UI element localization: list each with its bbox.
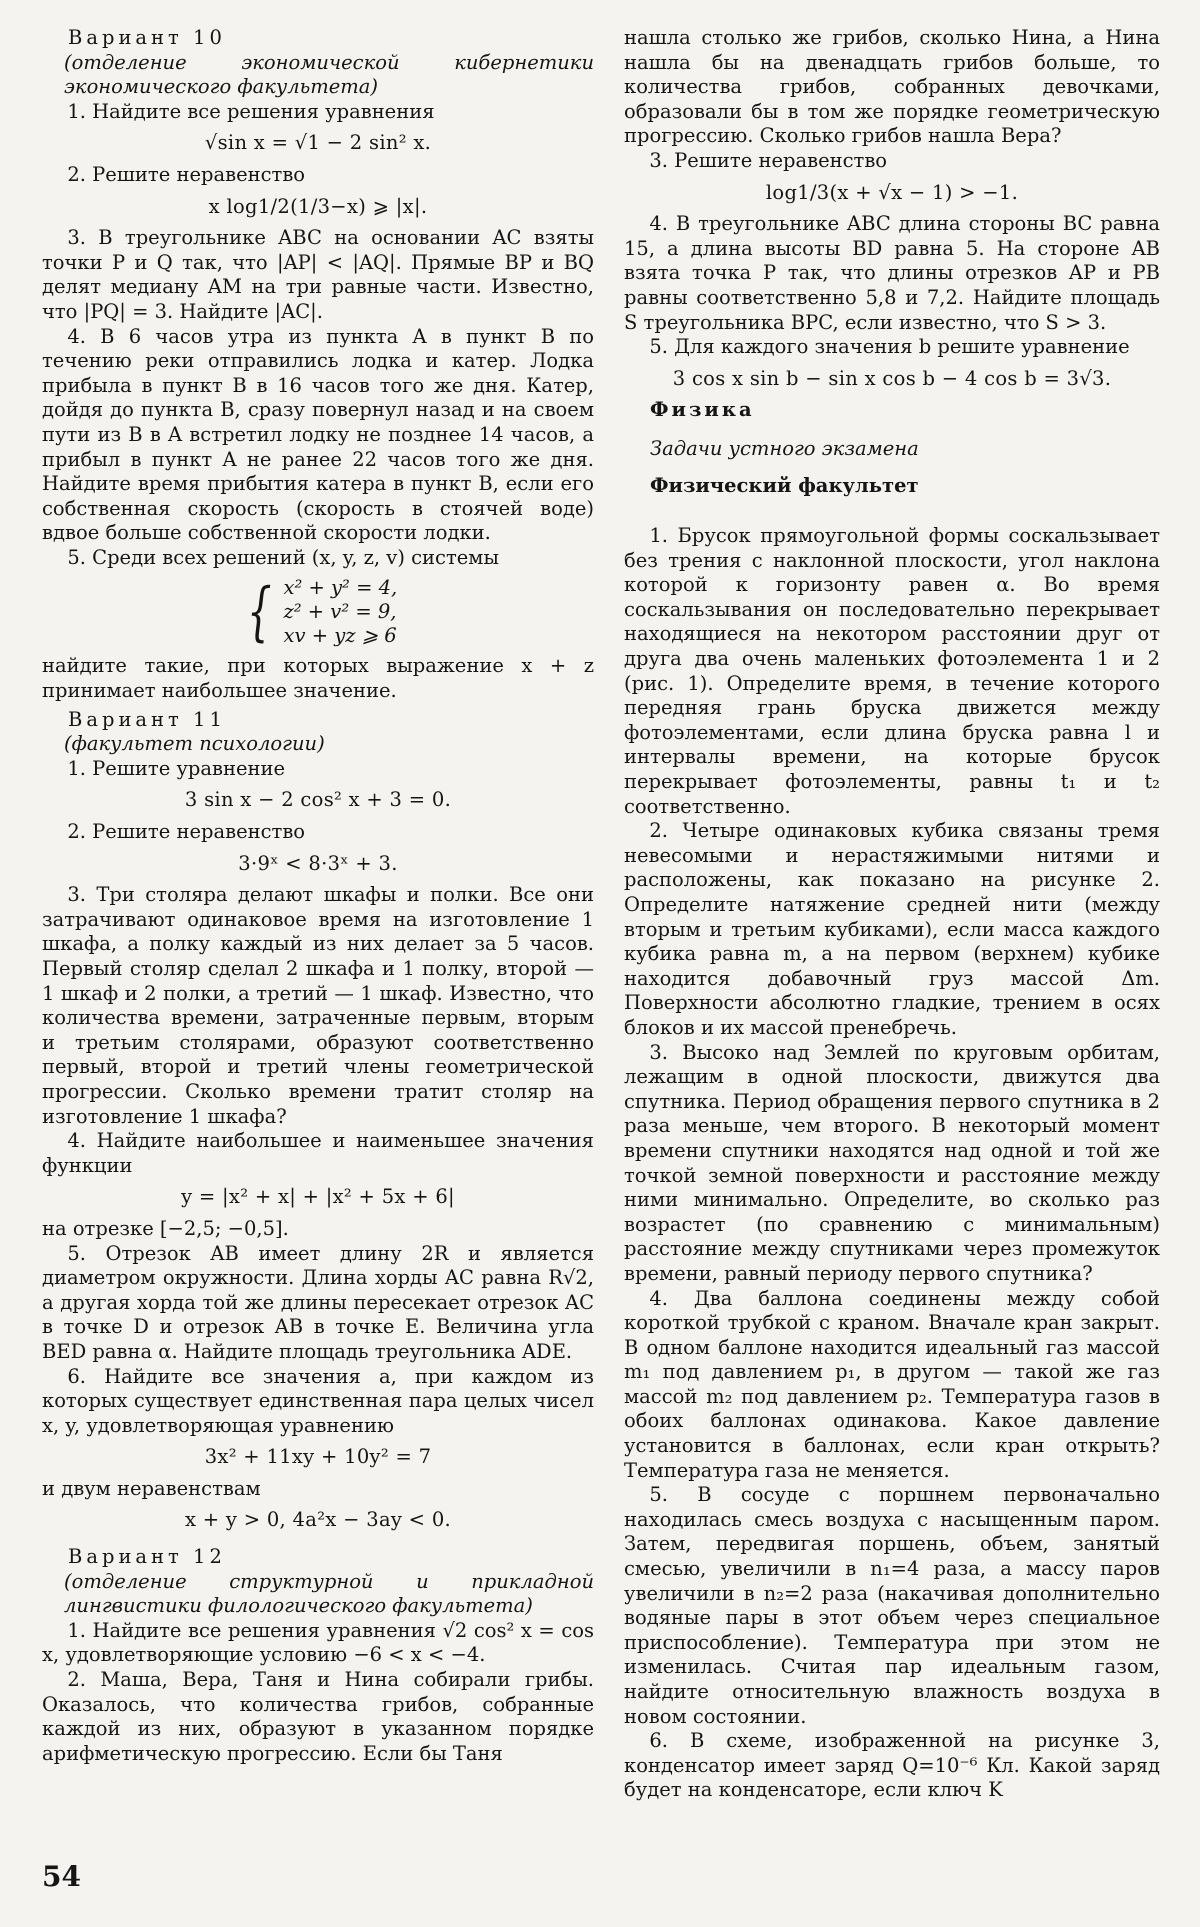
v12-problem-4: 4. В треугольнике ABC длина стороны BC равна 15, а длина высоты BD равна 5. На стороне AB взята точка P так, что длины отрезков AP и PB равны соответственно 5,8 и 7,2. Найдите площадь S треугольника BPC, если известно, что S > 3. <box>624 212 1160 334</box>
physics-subtitle: Задачи устного экзамена <box>650 436 919 460</box>
physics-problem-5: 5. В сосуде с поршнем первоначально находилась смесь воздуха с насыщенным паром. Затем, передвигая поршень, объем, занятый смесью, увеличили в n₁=4 раза, а массу паров увеличили в n₂=2 раза (накачивая дополнительно водяные пары в этот объем через специальное приспособление). Температура при этом не изменилась. Считая пар идеальным газом, найдите относительную влажность воздуха в новом состоянии. <box>624 1483 1160 1728</box>
variant-11-title: Вариант 11 <box>68 707 226 731</box>
physics-problem-1: 1. Брусок прямоугольной формы соскальзывает без трения с наклонной плоскости, угол наклона которой к горизонту равен α. Во время соскальзывания он последовательно перекрывает находящиеся на некотором расстоянии друг от друга два очень маленьких фотоэлемента 1 и 2 (рис. 1). Определите время, в течение которого передняя грань бруска движется между фотоэлементами, если длина бруска равна l и интервалы времени, на которые брусок перекрывает фотоэлементы, равны t₁ и t₂ соответственно. <box>624 524 1160 818</box>
system-line-1: x² + y² = 4, <box>283 576 398 600</box>
v10-problem-3: 3. В треугольнике ABC на основании AC взяты точки P и Q так, что |AP| < |AQ|. Прямые BP и BQ делят медиану AM на три равные части. Известно, что |PQ| = 3. Найдите |AC|. <box>42 226 594 323</box>
v11-problem-1: 1. Решите уравнение <box>67 756 286 780</box>
v12-problem-3: 3. Решите неравенство <box>649 148 888 172</box>
physics-problem-4: 4. Два баллона соединены между собой короткой трубкой с краном. Вначале кран закрыт. В одном баллоне находится идеальный газ массой m₁ под давлением p₁, в другом — такой же газ массой m₂ под давлением p₂. Температура газов в обоих баллонах одинакова. Какое давление установится в баллонах, если кран открыть? Температура газа не меняется. <box>624 1286 1160 1482</box>
v11-problem-4: 4. Найдите наибольшее и наименьшее значения функции <box>42 1129 594 1177</box>
variant-12-title: Вариант 12 <box>68 1545 226 1569</box>
v11-problem-2: 2. Решите неравенство <box>67 820 306 844</box>
v10-formula-2: x log1/2(1/3−x) ⩾ |x|. <box>208 194 428 218</box>
v10-problem-5-cont: найдите такие, при которых выражение x + z принимает наибольшее значение. <box>42 654 594 703</box>
v11-formula-6: 3x² + 11xy + 10y² = 7 <box>204 1445 432 1469</box>
v10-problem-5: 5. Среди всех решений (x, y, z, v) системы <box>67 545 499 569</box>
v10-problem-4: 4. В 6 часов утра из пункта A в пункт B по течению реки отправились лодка и катер. Лодка прибыла в пункт B в 16 часов того же дня. Катер, дойдя до пункта B, сразу повернул назад и на своем пути из B в A встретил лодку не позднее 14 часов, а прибыл в пункт A не ранее 22 часов того же дня. Найдите время прибытия катера в пункт B, если его собственная скорость (скорость в стоячей воде) вдвое больше собственной скорости лодки. <box>42 324 594 545</box>
physics-faculty: Физический факультет <box>650 473 919 497</box>
variant-10-title: Вариант 10 <box>68 26 226 49</box>
physics-problem-2: 2. Четыре одинаковых кубика связаны тремя невесомыми и нерастяжимыми нитями и расположены, как показано на рисунке 2. Определите натяжение средней нити (между вторым и третьим кубиками), если масса каждого кубика равна m, а на первом (верхнем) кубике находится добавочный груз массой Δm. Поверхности абсолютно гладкие, трением в осях блоков и их массой пренебречь. <box>624 819 1160 1039</box>
v11-problem-6: 6. Найдите все значения a, при каждом из которых существует единственная пара целых чисел x, y, удовлетворяющая уравнению <box>42 1364 594 1437</box>
v11-problem-6-cont: и двум неравенствам <box>42 1476 261 1500</box>
variant-12-subtitle: (отделение структурной и прикладной лингвистики филологического факультета) <box>64 1569 594 1618</box>
v10-problem-1: 1. Найдите все решения уравнения <box>67 99 435 123</box>
variant-10-subtitle: (отделение экономической кибернетики экономического факультета) <box>64 50 594 99</box>
v11-problem-5: 5. Отрезок AB имеет длину 2R и является диаметром окружности. Длина хорды AC равна R√2, а другая хорда той же длины пересекает отрезок AC в точке D и отрезок AB в точке E. Величина угла BED равна α. Найдите площадь треугольника ADE. <box>42 1241 594 1363</box>
page-number: 54 <box>42 1860 81 1893</box>
v12-problem-5: 5. Для каждого значения b решите уравнение <box>649 335 1130 359</box>
v11-formula-4: y = |x² + x| + |x² + 5x + 6| <box>181 1185 455 1209</box>
v12-problem-2-cont: нашла столько же грибов, сколько Нина, а Нина нашла бы на двенадцать грибов больше, то количества грибов, собранных девочками, образовали бы в том же порядке геометрическую прогрессию. Сколько грибов нашла Вера? <box>624 26 1160 148</box>
physics-problem-6: 6. В схеме, изображенной на рисунке 3, конденсатор имеет заряд Q=10⁻⁶ Кл. Какой заряд будет на конденсаторе, если ключ K <box>624 1729 1160 1802</box>
v10-formula-1: √sin x = √1 − 2 sin² x. <box>204 131 432 155</box>
left-column <box>42 26 594 1766</box>
variant-11-subtitle: (факультет психологии) <box>64 732 325 756</box>
brace: { <box>246 575 272 650</box>
system-line-2: z² + v² = 9, <box>283 600 397 624</box>
v11-problem-4-cont: на отрезке [−2,5; −0,5]. <box>42 1216 289 1240</box>
v11-formula-2: 3·9ˣ < 8·3ˣ + 3. <box>238 851 398 875</box>
system-line-3: xv + yz ⩾ 6 <box>283 624 397 648</box>
v12-problem-1: 1. Найдите все решения уравнения √2 cos² x = cos x, удовлетворяющие условию −6 < x < −4. <box>42 1618 594 1667</box>
physics-title: Физика <box>650 398 755 422</box>
v11-formula-6b: x + y > 0, 4a²x − 3ay < 0. <box>184 1508 452 1532</box>
v12-problem-2: 2. Маша, Вера, Таня и Нина собирали грибы. Оказалось, что количества грибов, собранные каждой из них, образуют в указанном порядке арифметическую прогрессию. Если бы Таня <box>42 1668 594 1765</box>
v11-formula-1: 3 sin x − 2 cos² x + 3 = 0. <box>184 788 452 812</box>
v12-formula-3: log1/3(x + √x − 1) > −1. <box>765 180 1019 204</box>
v10-system <box>42 576 594 648</box>
physics-problem-3: 3. Высоко над Землей по круговым орбитам, лежащим в одной плоскости, движутся два спутника. Период обращения первого спутника в 2 раза меньше, чем второго. В некоторый момент времени спутники находятся над одной и той же точкой земной поверхности и расстояние между ними минимально. Определите, во сколько раз возрастет (по сравнению с минимальным) расстояние между спутниками через промежуток времени, равный периоду первого спутника? <box>624 1040 1160 1285</box>
v10-problem-2: 2. Решите неравенство <box>67 162 306 186</box>
right-column <box>624 26 1160 1803</box>
v11-problem-3: 3. Три столяра делают шкафы и полки. Все они затрачивают одинаковое время на изготовление 1 шкафа, а полку каждый из них делает за 5 часов. Первый столяр сделал 2 шкафа и 1 полку, второй — 1 шкаф и 2 полки, а третий — 1 шкаф. Известно, что количества времени, затраченные первым, вторым и третьим столярами, образуют соответственно первый, второй и третий члены геометрической прогрессии. Сколько времени тратит столяр на изготовление 1 шкафа? <box>42 883 594 1128</box>
v12-formula-5: 3 cos x sin b − sin x cos b − 4 cos b = 3√3. <box>672 366 1112 390</box>
